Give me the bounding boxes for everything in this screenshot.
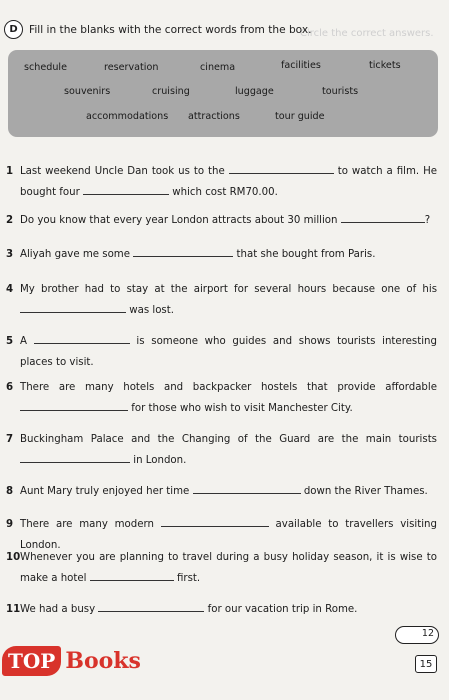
question-7 — [6, 430, 437, 471]
word-box — [8, 50, 438, 137]
answer-blank[interactable] — [34, 333, 130, 344]
question-5 — [6, 332, 437, 373]
answer-blank[interactable] — [98, 601, 204, 612]
question-number: 5 — [6, 336, 14, 347]
question-text: A is someone who guides and shows tourists interesting places to visit. — [20, 332, 437, 373]
question-text: We had a busy for our vacation trip in Rome. — [20, 600, 437, 621]
word-box-item: cinema — [200, 62, 236, 73]
answer-blank[interactable] — [229, 163, 334, 174]
question-text: Whenever you are planning to travel during a busy holiday season, it is wise to make a hotel first. — [20, 552, 437, 584]
word-box-item: tour guide — [275, 111, 325, 122]
topbooks-logo — [2, 646, 141, 676]
question-text: Aliyah gave me some that she bought from Paris. — [20, 245, 437, 266]
word-box-item: souvenirs — [64, 86, 111, 97]
question-text: Buckingham Palace and the Changing of the Guard are the main tourists in London. — [20, 434, 437, 466]
question-1 — [6, 162, 437, 203]
question-10 — [6, 548, 437, 589]
section-letter-badge: D — [4, 20, 23, 39]
question-text: There are many modern available to travellers visiting London. — [20, 515, 437, 556]
answer-blank[interactable] — [90, 570, 174, 581]
question-text: Last weekend Uncle Dan took us to the to watch a film. He bought four which cost RM70.00. — [20, 162, 437, 203]
score-box-number: 12 — [421, 628, 434, 639]
question-text: Do you know that every year London attracts about 30 million ? — [20, 211, 437, 232]
answer-blank[interactable] — [161, 516, 269, 527]
question-text: My brother had to stay at the airport for several hours because one of his was lost. — [20, 284, 437, 316]
show-through-text: Circle the correct answers. — [300, 28, 434, 39]
question-11 — [6, 600, 437, 621]
word-box-item: cruising — [152, 86, 190, 97]
answer-blank[interactable] — [20, 302, 126, 313]
answer-blank[interactable] — [20, 400, 128, 411]
question-number: 8 — [6, 486, 14, 497]
question-number: 7 — [6, 434, 14, 445]
question-2 — [6, 211, 437, 232]
question-number: 3 — [6, 249, 14, 260]
question-3 — [6, 245, 437, 266]
logo-books-text: Books — [65, 648, 141, 674]
question-number: 4 — [6, 284, 14, 295]
word-box-item: schedule — [24, 62, 67, 73]
section-header — [4, 20, 311, 39]
answer-blank[interactable] — [20, 452, 130, 463]
question-number: 10 — [6, 552, 21, 563]
word-box-item: tourists — [322, 86, 359, 97]
question-number: 9 — [6, 519, 14, 530]
word-box-item: facilities — [281, 60, 321, 71]
instruction-text: Fill in the blanks with the correct words from the box. — [29, 23, 312, 36]
word-box-item: reservation — [104, 62, 159, 73]
question-number: 2 — [6, 215, 14, 226]
logo-top-text: TOP — [2, 646, 61, 676]
page-number: 15 — [415, 655, 437, 673]
question-4 — [6, 280, 437, 321]
word-box-item: luggage — [235, 86, 274, 97]
question-8 — [6, 482, 437, 503]
score-box — [395, 626, 439, 644]
answer-blank[interactable] — [83, 184, 169, 195]
answer-blank[interactable] — [133, 246, 233, 257]
question-text: Aunt Mary truly enjoyed her time down the River Thames. — [20, 482, 437, 503]
answer-blank[interactable] — [193, 483, 301, 494]
answer-blank[interactable] — [341, 212, 425, 223]
word-box-item: accommodations — [86, 111, 169, 122]
question-number: 6 — [6, 382, 14, 393]
question-number: 11 — [6, 604, 21, 615]
word-box-item: tickets — [369, 60, 401, 71]
question-6 — [6, 378, 437, 419]
word-box-item: attractions — [188, 111, 240, 122]
question-number: 1 — [6, 166, 14, 177]
question-text: There are many hotels and backpacker hostels that provide affordable for those who wish to visit Manchester City. — [20, 382, 437, 414]
